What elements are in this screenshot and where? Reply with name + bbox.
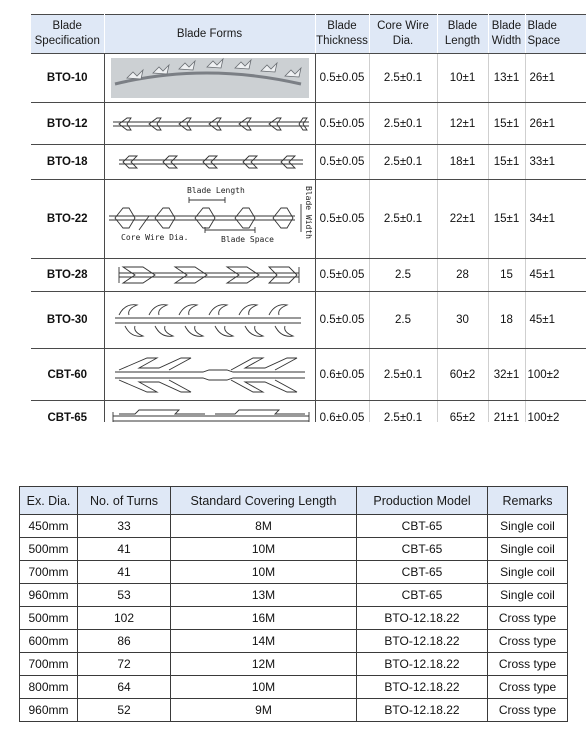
- length-cell: 12±1: [437, 103, 488, 145]
- blade-row-bto-22: [31, 180, 586, 259]
- spec-cell: BTO-10: [31, 54, 104, 103]
- covering-length-cell: 10M: [171, 676, 357, 699]
- core-cell: 2.5: [369, 259, 437, 292]
- header-core-wire-dia: Core Wire Dia.: [369, 15, 437, 54]
- header-blade-specification: Blade Specification: [31, 15, 104, 54]
- label-blade-space: Blade Space: [220, 235, 274, 244]
- production-model-cell: BTO-12.18.22: [357, 653, 488, 676]
- label-blade-width: Blade Width: [303, 186, 313, 239]
- length-cell: 60±2: [437, 349, 488, 401]
- blade-spec-table: [31, 14, 586, 422]
- turns-cell: 72: [78, 653, 171, 676]
- spec-cell: BTO-12: [31, 103, 104, 145]
- core-cell: 2.5±0.1: [369, 180, 437, 259]
- spec-cell: BTO-18: [31, 145, 104, 180]
- core-cell: 2.5: [369, 292, 437, 349]
- header-production-model: Production Model: [357, 487, 488, 515]
- coil-table-header-row: [20, 487, 568, 515]
- ex-dia-cell: 450mm: [20, 515, 78, 538]
- turns-cell: 41: [78, 538, 171, 561]
- ex-dia-cell: 500mm: [20, 607, 78, 630]
- space-cell: 34±1: [525, 180, 586, 259]
- blade-form-cbt-65: [104, 401, 315, 423]
- width-cell: 15±1: [488, 180, 525, 259]
- width-cell: 15±1: [488, 145, 525, 180]
- turns-cell: 33: [78, 515, 171, 538]
- blade-row-bto-12: [31, 103, 586, 145]
- production-model-cell: CBT-65: [357, 584, 488, 607]
- production-model-cell: CBT-65: [357, 515, 488, 538]
- width-cell: 18: [488, 292, 525, 349]
- remarks-cell: Cross type: [488, 630, 568, 653]
- space-cell: 45±1: [525, 259, 586, 292]
- blade-spec-table-wrap: [31, 14, 586, 422]
- blade-diagram-bto-12: [105, 104, 316, 144]
- remarks-cell: Cross type: [488, 607, 568, 630]
- remarks-cell: Single coil: [488, 584, 568, 607]
- coil-spec-table: [19, 486, 568, 722]
- ex-dia-cell: 700mm: [20, 561, 78, 584]
- blade-form-bto-12: [104, 103, 315, 145]
- turns-cell: 41: [78, 561, 171, 584]
- covering-length-cell: 10M: [171, 561, 357, 584]
- core-cell: 2.5±0.1: [369, 54, 437, 103]
- thickness-cell: 0.5±0.05: [315, 180, 369, 259]
- length-cell: 10±1: [437, 54, 488, 103]
- coil-table-row: [20, 538, 568, 561]
- space-cell: 45±1: [525, 292, 586, 349]
- covering-length-cell: 16M: [171, 607, 357, 630]
- core-cell: 2.5±0.1: [369, 145, 437, 180]
- ex-dia-cell: 500mm: [20, 538, 78, 561]
- ex-dia-cell: 700mm: [20, 653, 78, 676]
- ex-dia-cell: 800mm: [20, 676, 78, 699]
- header-blade-length: Blade Length: [437, 15, 488, 54]
- blade-form-bto-22: [104, 180, 315, 259]
- blade-photo-bto-10: [105, 54, 316, 102]
- core-cell: 2.5±0.1: [369, 349, 437, 401]
- blade-form-bto-28: [104, 259, 315, 292]
- remarks-cell: Single coil: [488, 561, 568, 584]
- spec-cell: BTO-28: [31, 259, 104, 292]
- spec-cell: CBT-65: [31, 401, 104, 423]
- production-model-cell: BTO-12.18.22: [357, 607, 488, 630]
- turns-cell: 64: [78, 676, 171, 699]
- blade-diagram-cbt-60: [105, 350, 316, 400]
- width-cell: 32±1: [488, 349, 525, 401]
- blade-diagram-bto-28: [105, 260, 316, 291]
- header-standard-covering-length: Standard Covering Length: [171, 487, 357, 515]
- production-model-cell: BTO-12.18.22: [357, 699, 488, 722]
- covering-length-cell: 8M: [171, 515, 357, 538]
- space-cell: 33±1: [525, 145, 586, 180]
- remarks-cell: Cross type: [488, 676, 568, 699]
- length-cell: 65±2: [437, 401, 488, 423]
- remarks-cell: Single coil: [488, 515, 568, 538]
- blade-row-bto-10: [31, 54, 586, 103]
- spec-cell: BTO-30: [31, 292, 104, 349]
- blade-table-header-row: [31, 15, 586, 54]
- thickness-cell: 0.6±0.05: [315, 401, 369, 423]
- covering-length-cell: 9M: [171, 699, 357, 722]
- spec-cell: CBT-60: [31, 349, 104, 401]
- blade-diagram-bto-22: [105, 180, 316, 258]
- coil-table-row: [20, 630, 568, 653]
- remarks-cell: Single coil: [488, 538, 568, 561]
- thickness-cell: 0.5±0.05: [315, 103, 369, 145]
- length-cell: 18±1: [437, 145, 488, 180]
- production-model-cell: BTO-12.18.22: [357, 630, 488, 653]
- coil-table-row: [20, 676, 568, 699]
- coil-table-row: [20, 584, 568, 607]
- blade-form-bto-10: [104, 54, 315, 103]
- ex-dia-cell: 960mm: [20, 699, 78, 722]
- coil-table-row: [20, 561, 568, 584]
- covering-length-cell: 13M: [171, 584, 357, 607]
- coil-table-row: [20, 653, 568, 676]
- remarks-cell: Cross type: [488, 653, 568, 676]
- ex-dia-cell: 960mm: [20, 584, 78, 607]
- production-model-cell: CBT-65: [357, 561, 488, 584]
- space-cell: 100±2: [525, 401, 586, 423]
- turns-cell: 102: [78, 607, 171, 630]
- width-cell: 21±1: [488, 401, 525, 423]
- length-cell: 28: [437, 259, 488, 292]
- blade-diagram-bto-18: [105, 146, 316, 179]
- thickness-cell: 0.5±0.05: [315, 292, 369, 349]
- blade-form-bto-30: [104, 292, 315, 349]
- remarks-cell: Cross type: [488, 699, 568, 722]
- space-cell: 26±1: [525, 54, 586, 103]
- coil-table-row: [20, 607, 568, 630]
- header-blade-space: Blade Space: [525, 15, 586, 54]
- turns-cell: 53: [78, 584, 171, 607]
- thickness-cell: 0.5±0.05: [315, 259, 369, 292]
- header-blade-width: Blade Width: [488, 15, 525, 54]
- space-cell: 100±2: [525, 349, 586, 401]
- core-cell: 2.5±0.1: [369, 103, 437, 145]
- production-model-cell: CBT-65: [357, 538, 488, 561]
- covering-length-cell: 10M: [171, 538, 357, 561]
- width-cell: 15±1: [488, 103, 525, 145]
- blade-row-cbt-60: [31, 349, 586, 401]
- blade-form-bto-18: [104, 145, 315, 180]
- width-cell: 15: [488, 259, 525, 292]
- core-cell: 2.5±0.1: [369, 401, 437, 423]
- blade-row-bto-30: [31, 292, 586, 349]
- blade-diagram-bto-30: [105, 293, 316, 348]
- blade-diagram-cbt-65: [105, 402, 316, 423]
- covering-length-cell: 12M: [171, 653, 357, 676]
- header-no-of-turns: No. of Turns: [78, 487, 171, 515]
- width-cell: 13±1: [488, 54, 525, 103]
- covering-length-cell: 14M: [171, 630, 357, 653]
- header-blade-forms: Blade Forms: [104, 15, 315, 54]
- space-cell: 26±1: [525, 103, 586, 145]
- label-core-wire-dia: Core Wire Dia.: [120, 233, 188, 242]
- blade-row-bto-28: [31, 259, 586, 292]
- blade-row-cbt-65: [31, 401, 586, 423]
- header-ex-dia: Ex. Dia.: [20, 487, 78, 515]
- production-model-cell: BTO-12.18.22: [357, 676, 488, 699]
- thickness-cell: 0.5±0.05: [315, 54, 369, 103]
- header-blade-thickness: Blade Thickness: [315, 15, 369, 54]
- header-remarks: Remarks: [488, 487, 568, 515]
- blade-row-bto-18: [31, 145, 586, 180]
- ex-dia-cell: 600mm: [20, 630, 78, 653]
- thickness-cell: 0.6±0.05: [315, 349, 369, 401]
- thickness-cell: 0.5±0.05: [315, 145, 369, 180]
- turns-cell: 86: [78, 630, 171, 653]
- coil-table-row: [20, 515, 568, 538]
- spec-cell: BTO-22: [31, 180, 104, 259]
- label-blade-length: Blade Length: [186, 186, 245, 195]
- length-cell: 22±1: [437, 180, 488, 259]
- turns-cell: 52: [78, 699, 171, 722]
- length-cell: 30: [437, 292, 488, 349]
- blade-form-cbt-60: [104, 349, 315, 401]
- coil-table-row: [20, 699, 568, 722]
